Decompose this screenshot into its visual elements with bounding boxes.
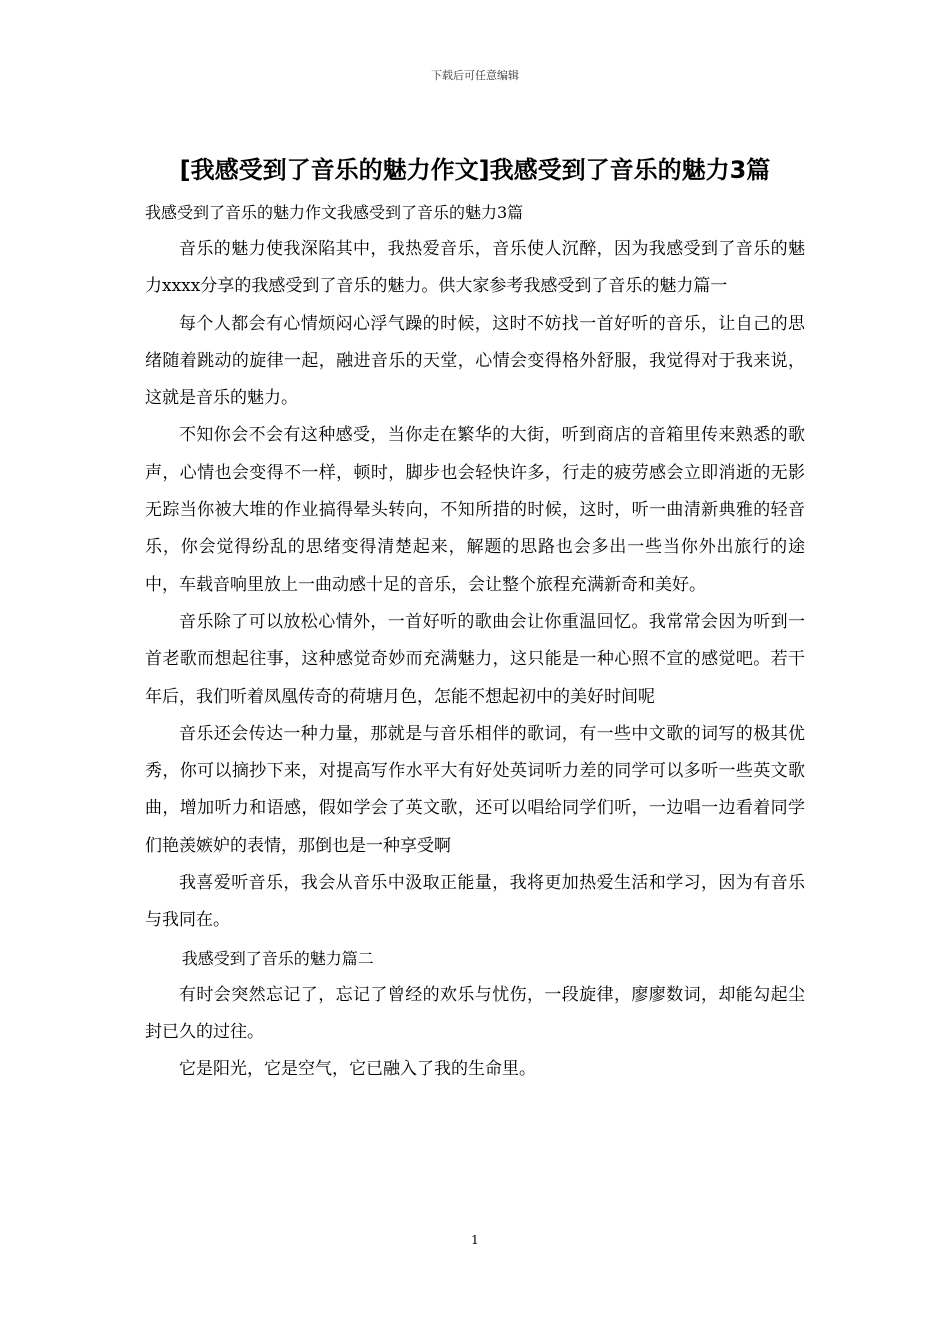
paragraph: 每个人都会有心情烦闷心浮气躁的时候，这时不妨找一首好听的音乐，让自己的思绪随着跳动的旋律一起，融进音乐的天堂，心情会变得格外舒服，我觉得对于我来说，这就是音乐的魅力。 <box>145 313 805 409</box>
paragraph: 我喜爱听音乐，我会从音乐中汲取正能量，我将更加热爱生活和学习，因为有音乐与我同在。 <box>145 873 805 931</box>
document-subtitle: 我感受到了音乐的魅力作文我感受到了音乐的魅力3篇 <box>145 203 524 222</box>
paragraph: 音乐除了可以放松心情外，一首好听的歌曲会让你重温回忆。我常常会因为听到一首老歌而想起往事，这种感觉奇妙而充满魅力，这只能是一种心照不宣的感觉吧。若干年后，我们听着凤凰传奇的荷塘月色，怎能不想起初中的美好时间呢 <box>145 611 805 707</box>
paragraph-intro: 音乐的魅力使我深陷其中，我热爱音乐，音乐使人沉醉，因为我感受到了音乐的魅力xxxx分享的我感受到了音乐的魅力。供大家参考我感受到了音乐的魅力篇一 <box>145 239 805 297</box>
paragraph: 有时会突然忘记了，忘记了曾经的欢乐与忧伤，一段旋律，廖廖数词，却能勾起尘封已久的过往。 <box>145 984 805 1042</box>
document-body <box>145 194 805 1089</box>
paragraph: 它是阳光，它是空气，它已融入了我的生命里。 <box>179 1059 536 1080</box>
document-title: [我感受到了音乐的魅力作文]我感受到了音乐的魅力3篇 <box>179 156 771 184</box>
page-number: 1 <box>471 1233 479 1247</box>
paragraph: 音乐还会传达一种力量，那就是与音乐相伴的歌词，有一些中文歌的词写的极其优秀，你可以摘抄下来，对提高写作水平大有好处英词听力差的同学可以多听一些英文歌曲，增加听力和语感，假如学会了英文歌，还可以唱给同学们听，一边唱一边看着同学们艳羡嫉妒的表情，那倒也是一种享受啊 <box>145 723 805 856</box>
paragraph: 不知你会不会有这种感受，当你走在繁华的大街，听到商店的音箱里传来熟悉的歌声，心情也会变得不一样，顿时，脚步也会轻快许多，行走的疲劳感会立即消逝的无影无踪当你被大堆的作业搞得晕头转向，不知所措的时候，这时，听一曲清新典雅的轻音乐，你会觉得纷乱的思绪变得清楚起来，解题的思路也会多出一些当你外出旅行的途中，车载音响里放上一曲动感十足的音乐，会让整个旅程充满新奇和美好。 <box>145 425 805 595</box>
section-heading: 我感受到了音乐的魅力篇二 <box>181 948 374 968</box>
page-header: 下载后可任意编辑 <box>431 69 519 82</box>
